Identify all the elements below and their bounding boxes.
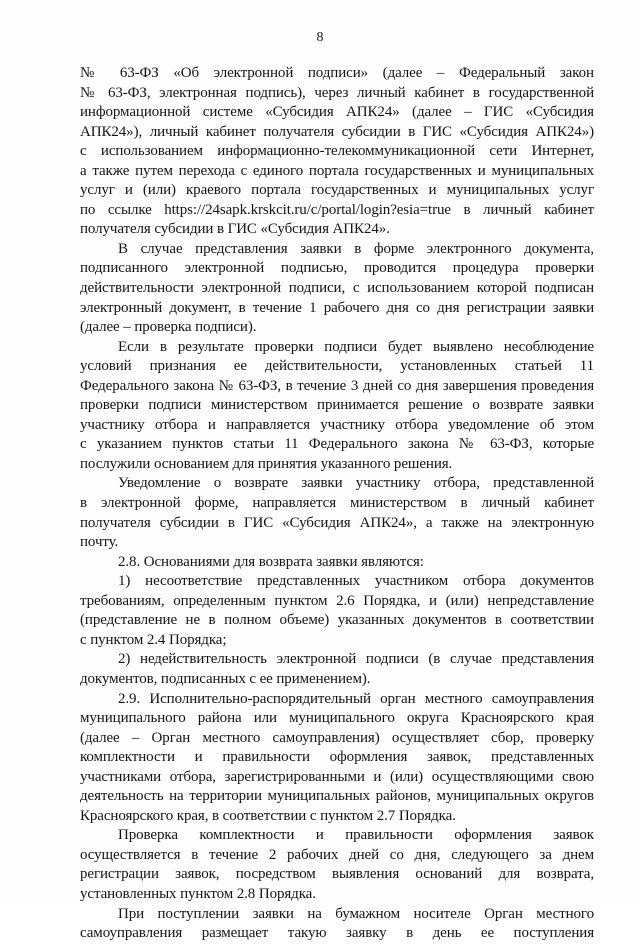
text-line: (далее – Орган местного самоуправления) осуществляет сбор, проверку [80, 729, 594, 746]
text-line: информационной системе «Субсидия АПК24» (далее – ГИС «Субсидия [80, 104, 594, 121]
text-line: действительности электронной подписи, с использованием которой подписан [80, 280, 594, 297]
text-line: В случае представления заявки в форме электронного документа, [118, 240, 594, 257]
text-line: АПК24»), личный кабинет получателя субсидии в ГИС «Субсидия АПК24») [80, 123, 594, 140]
text-line: по ссылке https://24sapk.krskcit.ru/c/portal/login?esia=true в личный кабинет [80, 201, 594, 218]
text-line: подписанного электронной подписью, проводится процедура проверки [80, 260, 594, 277]
text-line: почту. [80, 534, 119, 551]
text-line: проверки подписи министерством принимается решение о возврате заявки [80, 397, 594, 414]
text-line: деятельность на территории муниципальных районов, муниципальных округов [80, 788, 594, 805]
text-line: требованиям, определенным пунктом 2.6 Порядка, и (или) непредставление [80, 592, 594, 609]
text-line: самоуправления размещает такую заявку в день ее поступления [80, 925, 594, 942]
text-line: (далее – проверка подписи). [80, 319, 257, 336]
text-line: с пунктом 2.4 Порядка; [80, 631, 227, 648]
text-line: с указанием пунктов статьи 11 Федерального закона № 63-ФЗ, которые [80, 436, 594, 453]
body-text [80, 64, 594, 944]
text-line: а также путем перехода с единого портала государственных и муниципальных [80, 162, 594, 179]
text-line: получателя субсидии в ГИС «Субсидия АПК24». [80, 221, 390, 238]
text-line: установленных пунктом 2.8 Порядка. [80, 885, 316, 902]
text-line: 2.9. Исполнительно-распорядительный орган местного самоуправления [118, 690, 594, 707]
text-line: условий признания ее действительности, установленных статьей 11 [80, 358, 594, 375]
text-line: 1) несоответствие представленных участником отбора документов [118, 573, 594, 590]
text-line: с использованием информационно-телекоммуникационной сети Интернет, [80, 143, 594, 160]
text-line: При поступлении заявки на бумажном носителе Орган местного [118, 905, 594, 922]
text-line: Если в результате проверки подписи будет выявлено несоблюдение [118, 338, 594, 355]
text-line: (представление не в полном объеме) указанных документов в соответствии [80, 612, 594, 629]
text-line: 2) недействительность электронной подписи (в случае представления [118, 651, 594, 668]
text-line: документов, подписанных с ее применением). [80, 670, 371, 687]
text-line: участнику отбора и направляется участнику отбора уведомление об этом [80, 416, 594, 433]
text-line: муниципального района или муниципального округа Красноярского края [80, 710, 594, 727]
text-line: регистрации заявок, посредством выявления оснований для возврата, [80, 866, 594, 883]
text-line: Проверка комплектности и правильности оформления заявок [118, 827, 594, 844]
text-line: участниками отбора, зарегистрированными и (или) осуществляющими свою [80, 768, 594, 785]
text-line: в электронной форме, направляется министерством в личный кабинет [80, 495, 594, 512]
text-line: комплектности и правильности оформления заявок, представленных [80, 749, 594, 766]
text-line: Красноярского края, в соответствии с пунктом 2.7 Порядка. [80, 807, 456, 824]
text-line: получателя субсидии в ГИС «Субсидия АПК24», а также на электронную [80, 514, 594, 531]
text-line: электронный документ, в течение 1 рабочего дня со дня регистрации заявки [80, 299, 594, 316]
page-number: 8 [316, 30, 324, 45]
text-line: Уведомление о возврате заявки участнику отбора, представленной [118, 475, 594, 492]
text-line: № 63-ФЗ «Об электронной подписи» (далее – Федеральный закон [80, 65, 594, 81]
text-line: № 63-ФЗ, электронная подпись), через личный кабинет в государственной [80, 84, 594, 101]
text-line: осуществляется в течение 2 рабочих дней со дня, следующего за днем [80, 846, 594, 863]
text-line: услуг и (или) краевого портала государственных и муниципальных услуг [80, 182, 594, 199]
text-line: Федерального закона № 63-ФЗ, в течение 3 дней со дня завершения проведения [80, 377, 594, 394]
text-line: послужили основанием для принятия указанного решения. [80, 455, 453, 472]
text-line: 2.8. Основаниями для возврата заявки являются: [118, 553, 424, 570]
